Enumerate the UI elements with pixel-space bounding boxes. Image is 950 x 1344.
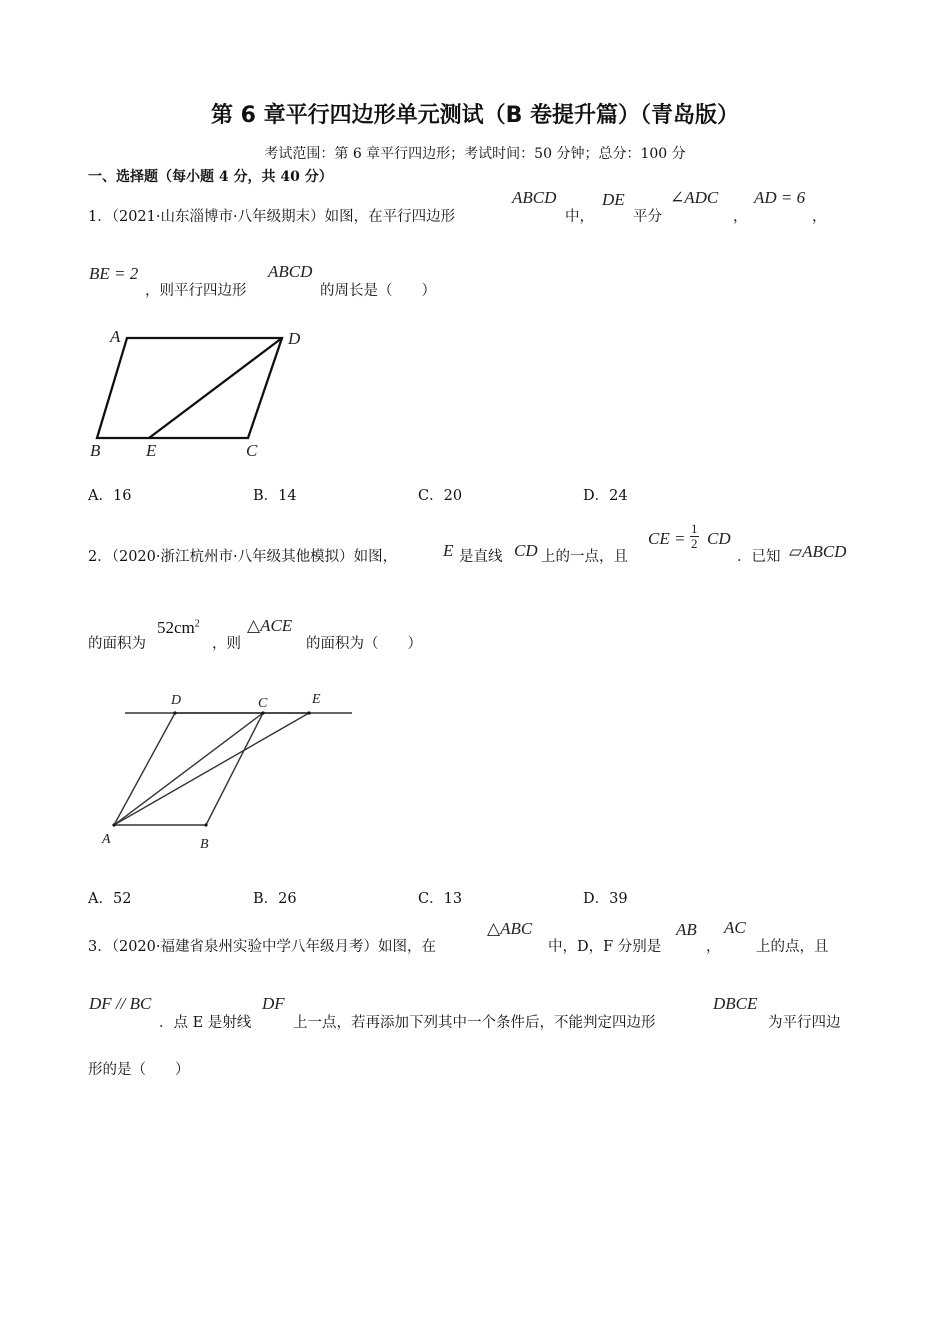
q2-math-area <box>157 618 200 638</box>
q3-prefix: 3．（2020·福建省泉州实验中学八年级月考）如图，在 <box>88 939 436 955</box>
q1-prefix: 1．（2021·山东淄博市·八年级期末）如图，在平行四边形 <box>88 209 456 225</box>
section-heading: 一、选择题（每小题 4 分，共 40 分） <box>88 169 333 185</box>
q2-text: 上的一点，且 <box>541 549 628 565</box>
q1-text: ， <box>733 209 748 225</box>
q2-option-c[interactable]: C．13 <box>418 891 463 907</box>
q1-option-b[interactable]: B．14 <box>253 488 297 504</box>
q3-text: 上一点，若再添加下列其中一个条件后，不能判定四边形 <box>293 1015 656 1031</box>
q1-math-be: BE = 2 <box>89 264 139 283</box>
q1-text: ，则平行四边形 <box>145 283 247 299</box>
q3-math-dbce: DBCE <box>713 994 758 1013</box>
q2-option-b[interactable]: B．26 <box>253 891 297 907</box>
label-d: D <box>171 693 182 708</box>
q3-math-triangle: △ABC <box>487 919 533 938</box>
q2-fraction <box>690 522 699 551</box>
page-title: 第 6 章平行四边形单元测试（B 卷提升篇）（青岛版） <box>210 103 740 128</box>
q2-text: 的面积为（ ） <box>306 636 422 652</box>
label-a: A <box>110 327 121 346</box>
q1-math-de: DE <box>602 190 625 209</box>
q3-text: 上的点，且 <box>756 939 829 955</box>
q3-math-ac: AC <box>724 918 746 937</box>
q3-text: 中，D，F 分别是 <box>548 939 662 955</box>
point-a <box>112 823 115 826</box>
q1-math-abcd: ABCD <box>512 188 557 207</box>
q2-figure <box>100 685 370 855</box>
q1-option-a[interactable]: A．16 <box>88 488 132 504</box>
segment-bc <box>206 713 263 825</box>
exam-info: 考试范围：第 6 章平行四边形；考试时间：50 分钟；总分：100 分 <box>264 146 686 162</box>
parallelogram-abcd <box>97 338 282 438</box>
label-d: D <box>288 329 301 348</box>
q2-math-triangle: △ACE <box>247 616 293 635</box>
point-c <box>261 711 264 714</box>
segment-ae <box>114 713 309 825</box>
q1-option-d[interactable]: D．24 <box>583 488 628 504</box>
q1-text: ， <box>812 209 827 225</box>
label-e: E <box>312 692 321 707</box>
q3-math-ab: AB <box>676 920 697 939</box>
q2-math-parallelogram: ▱ABCD <box>789 542 847 561</box>
q2-text: ．已知 <box>737 549 781 565</box>
q1-text: 的周长是（ ） <box>320 283 436 299</box>
segment-de <box>149 338 282 438</box>
label-e: E <box>146 441 157 460</box>
label-b: B <box>90 441 101 460</box>
q1-text: 平分 <box>633 209 662 225</box>
label-c: C <box>246 441 258 460</box>
q2-math-cd: CD <box>514 541 538 560</box>
label-a: A <box>102 832 111 847</box>
q3-text: ， <box>706 939 721 955</box>
point-d <box>173 711 176 714</box>
q2-prefix: 2．（2020·浙江杭州市·八年级其他模拟）如图， <box>88 549 398 565</box>
q2-math-ce: CE = <box>648 529 686 548</box>
q1-parallelogram-figure <box>80 320 330 465</box>
q1-option-c[interactable]: C．20 <box>418 488 463 504</box>
q2-area-exponent: 2 <box>194 618 200 630</box>
q2-math-e: E <box>443 541 454 560</box>
q1-math-abcd: ABCD <box>268 262 313 281</box>
q3-text: ．点 E 是射线 <box>159 1015 252 1031</box>
q3-text: 为平行四边 <box>768 1015 841 1031</box>
q2-frac-den: 2 <box>691 536 698 551</box>
q2-frac-num: 1 <box>691 521 698 536</box>
q3-math-df: DF <box>262 994 285 1013</box>
segment-ac <box>114 713 263 825</box>
q2-text: 的面积为 <box>88 636 146 652</box>
q2-option-d[interactable]: D．39 <box>583 891 628 907</box>
q2-text: ，则 <box>212 636 241 652</box>
q1-math-ad: AD = 6 <box>754 188 806 207</box>
q2-text: 是直线 <box>459 549 503 565</box>
point-b <box>204 823 207 826</box>
q1-math-angle: ∠ADC <box>670 188 719 207</box>
q1-text: 中， <box>565 209 594 225</box>
q2-option-a[interactable]: A．52 <box>88 891 132 907</box>
point-e <box>307 711 310 714</box>
q2-math-cd: CD <box>707 529 731 548</box>
q3-math-df-bc: DF // BC <box>89 994 152 1013</box>
label-b: B <box>200 837 209 852</box>
label-c: C <box>258 696 268 711</box>
q2-area-value: 52cm <box>157 618 195 637</box>
q3-text: 形的是（ ） <box>88 1062 190 1078</box>
